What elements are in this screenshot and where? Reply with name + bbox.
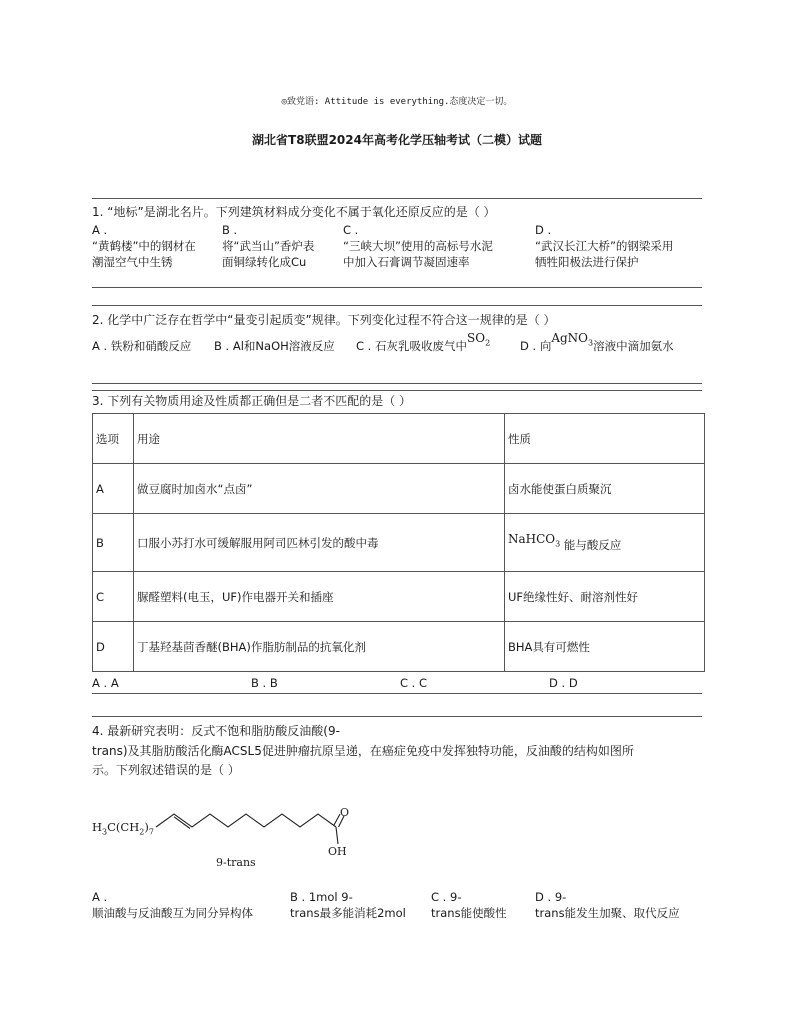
- hydroxyl-label: OH: [328, 845, 347, 858]
- option-text: trans能使酸性: [431, 906, 507, 920]
- table-row: [93, 572, 705, 622]
- option-text: trans最多能消耗2mol: [290, 906, 406, 920]
- divider: [92, 716, 702, 717]
- formula-subscript: 3: [102, 827, 108, 837]
- table-cell: BHA具有可燃性: [505, 622, 705, 672]
- divider: [92, 305, 702, 306]
- table-row: [93, 464, 705, 514]
- option-text: 顺油酸与反油酸互为同分异构体: [92, 906, 253, 920]
- formula-subscript: 3: [555, 539, 561, 549]
- atom-label: C(CH: [107, 820, 140, 834]
- q4-stem-line1: 4. 最新研究表明：反式不饱和脂肪酸反油酸(9-: [92, 724, 340, 738]
- option-letter: A .: [92, 223, 108, 237]
- formula-subscript: 7: [148, 827, 154, 837]
- formula-subscript: 3: [588, 338, 594, 348]
- option-text: C . 石灰乳吸收废气中: [356, 339, 467, 353]
- q2-option-d[interactable]: [520, 331, 674, 359]
- atom-label: ): [144, 820, 149, 834]
- table-cell: 脲醛塑料(电玉，UF)作电器开关和插座: [134, 572, 505, 622]
- q3-option-d[interactable]: D . D: [549, 676, 578, 690]
- q2-option-c[interactable]: [356, 331, 491, 359]
- header-cell: 用途: [134, 414, 505, 464]
- option-letter: A .: [92, 890, 108, 904]
- formula-agno3: [551, 331, 594, 348]
- option-letter: D . 9-: [535, 890, 567, 904]
- header-motto: ◎致党语: Attitude is everything.态度决定一切。: [281, 97, 513, 107]
- option-text: 面铜绿转化成Cu: [222, 255, 307, 269]
- divider: [92, 693, 702, 694]
- option-letter: B . 1mol 9-: [290, 890, 353, 904]
- page-title: 湖北省T8联盟2024年高考化学压轴考试（二模）试题: [252, 133, 542, 147]
- table-header-row: [93, 414, 705, 464]
- divider: [92, 287, 702, 288]
- table-row: [93, 514, 705, 572]
- formula-base: NaHCO: [508, 531, 556, 546]
- q1-option-a[interactable]: [92, 222, 196, 270]
- formula-so2: [467, 331, 491, 348]
- option-text: 牺牲阳极法进行保护: [535, 255, 639, 269]
- formula-subscript: 2: [139, 827, 145, 837]
- table-cell: 丁基羟基茴香醚(BHA)作脂肪制品的抗氧化剂: [134, 622, 505, 672]
- option-text: “武汉长江大桥”的钢梁采用: [535, 239, 674, 253]
- table-cell: C: [93, 572, 134, 622]
- q4-option-b[interactable]: [290, 889, 406, 921]
- q4-option-d[interactable]: [535, 889, 680, 921]
- structure-diagram: [150, 800, 370, 860]
- atom-label: H: [92, 820, 103, 834]
- option-letter: C . 9-: [431, 890, 462, 904]
- q1-option-d[interactable]: [535, 222, 673, 270]
- structure-name: 9-trans: [216, 856, 256, 869]
- carbon-chain: [156, 814, 344, 844]
- header-cell: 选项: [93, 414, 134, 464]
- q1-stem: 1. “地标”是湖北名片。下列建筑材料成分变化不属于氧化还原反应的是（ ）: [92, 205, 496, 219]
- option-text: 中加入石膏调节凝固速率: [343, 255, 470, 269]
- table-cell: B: [93, 514, 134, 572]
- option-letter: B .: [222, 223, 238, 237]
- q1-option-c[interactable]: [343, 222, 493, 270]
- q1-option-b[interactable]: [222, 222, 314, 270]
- table-row: [93, 622, 705, 672]
- q2-stem: 2. 化学中广泛存在哲学中“量变引起质变”规律。下列变化过程不符合这一规律的是（ ）: [92, 313, 556, 327]
- table-cell: 做豆腐时加卤水“点卤”: [134, 464, 505, 514]
- option-text: “三峡大坝”使用的高标号水泥: [343, 239, 493, 253]
- q3-option-b[interactable]: B . B: [251, 676, 278, 690]
- option-text: 潮湿空气中生锈: [92, 255, 173, 269]
- formula-nahco3: [508, 531, 561, 549]
- q2-option-a[interactable]: A . 铁粉和硝酸反应: [92, 339, 192, 353]
- q4-stem-line3: 示。下列叙述错误的是（ ）: [92, 763, 240, 777]
- q4-option-c[interactable]: [431, 889, 507, 921]
- table-cell: [505, 514, 705, 572]
- option-text: 将“武当山”香炉表: [222, 239, 315, 253]
- table-cell: A: [93, 464, 134, 514]
- option-text: 溶液中滴加氨水: [593, 339, 674, 353]
- table-cell: 口服小苏打水可缓解服用阿司匹林引发的酸中毒: [134, 514, 505, 572]
- cell-text: 能与酸反应: [563, 537, 622, 552]
- table-cell: D: [93, 622, 134, 672]
- formula-subscript: 2: [485, 338, 491, 348]
- formula-base: SO: [467, 331, 486, 345]
- table-cell: UF绝缘性好、耐溶剂性好: [505, 572, 705, 622]
- option-text: “黄鹤楼”中的钢材在: [92, 239, 196, 253]
- header-cell: 性质: [505, 414, 705, 464]
- divider: [92, 390, 702, 391]
- structure-left-group: [92, 820, 154, 836]
- q3-stem: 3. 下列有关物质用途及性质都正确但是二者不匹配的是（ ）: [92, 394, 412, 408]
- formula-base: AgNO: [551, 331, 589, 345]
- divider: [92, 383, 702, 384]
- option-text: D . 向: [520, 339, 552, 353]
- q3-option-a[interactable]: A . A: [92, 676, 119, 690]
- option-letter: C .: [343, 223, 359, 237]
- option-letter: D .: [535, 223, 552, 237]
- q4-option-a[interactable]: [92, 889, 253, 921]
- q4-stem-line2: trans)及其脂肪酸活化酶ACSL5促进肿瘤抗原呈递，在癌症免疫中发挥独特功能，反油酸的结构如图所: [92, 744, 634, 758]
- oxygen-label: O: [340, 806, 350, 819]
- table-cell: 卤水能使蛋白质聚沉: [505, 464, 705, 514]
- q3-option-c[interactable]: C . C: [400, 676, 428, 690]
- q2-option-b[interactable]: B . Al和NaOH溶液反应: [214, 339, 335, 353]
- option-text: trans能发生加聚、取代反应: [535, 906, 680, 920]
- q3-table: [92, 413, 705, 672]
- divider: [92, 198, 702, 199]
